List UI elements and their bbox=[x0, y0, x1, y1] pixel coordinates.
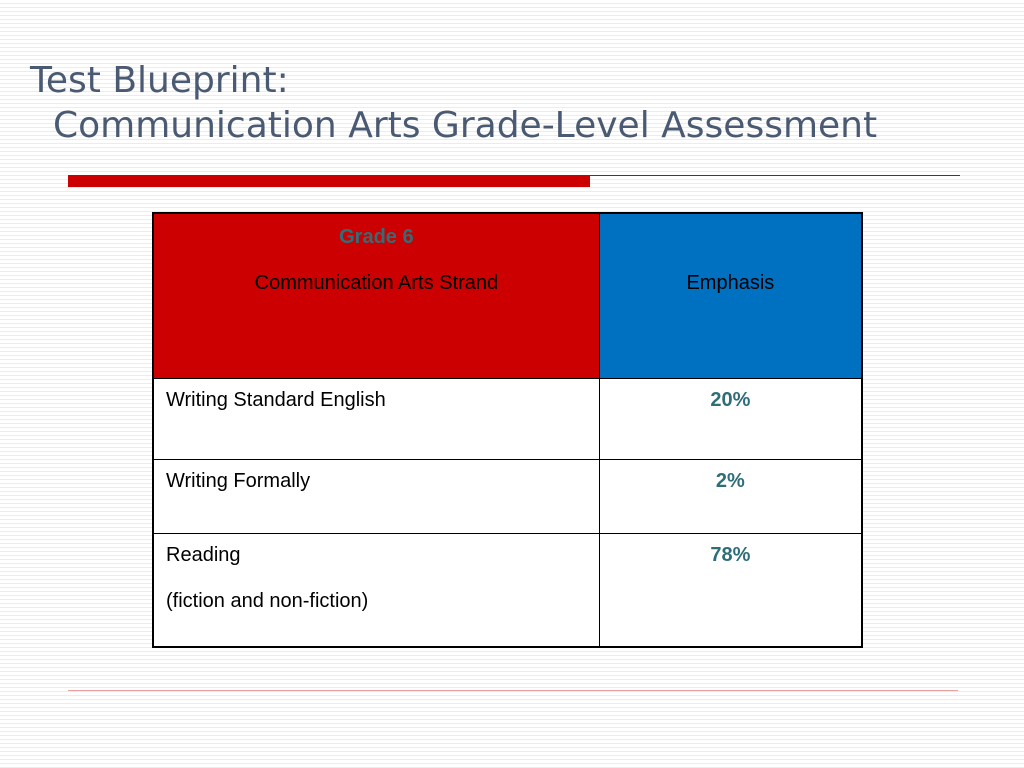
emphasis-value: 20% bbox=[710, 389, 751, 411]
header-cell-emphasis bbox=[599, 213, 862, 379]
slide-title bbox=[30, 58, 877, 148]
table-row bbox=[153, 534, 862, 648]
title-underline-thick bbox=[68, 175, 590, 187]
test-blueprint-table bbox=[152, 212, 863, 648]
emphasis-value: 78% bbox=[710, 544, 751, 566]
grade-label: Grade 6 bbox=[339, 226, 414, 248]
table-header-row bbox=[153, 213, 862, 379]
strand-cell bbox=[153, 379, 599, 460]
table-row bbox=[153, 379, 862, 460]
header-cell-strand bbox=[153, 213, 599, 379]
strand-note: (fiction and non-fiction) bbox=[166, 590, 369, 612]
strand-name: Writing Formally bbox=[166, 470, 311, 492]
emphasis-cell bbox=[599, 460, 862, 534]
footer-divider bbox=[68, 690, 958, 691]
title-underline-thin bbox=[590, 175, 960, 176]
emphasis-value: 2% bbox=[715, 470, 745, 492]
table-row bbox=[153, 460, 862, 534]
strand-cell bbox=[153, 534, 599, 648]
emphasis-cell bbox=[599, 379, 862, 460]
emphasis-column-header: Emphasis bbox=[686, 272, 775, 294]
slide-title-line-1: Test Blueprint: bbox=[30, 60, 289, 101]
strand-column-header: Communication Arts Strand bbox=[254, 272, 499, 294]
strand-cell bbox=[153, 460, 599, 534]
slide-title-line-2: Communication Arts Grade-Level Assessment bbox=[53, 105, 878, 146]
emphasis-cell bbox=[599, 534, 862, 648]
strand-name: Reading bbox=[166, 544, 241, 566]
strand-name: Writing Standard English bbox=[166, 389, 386, 411]
